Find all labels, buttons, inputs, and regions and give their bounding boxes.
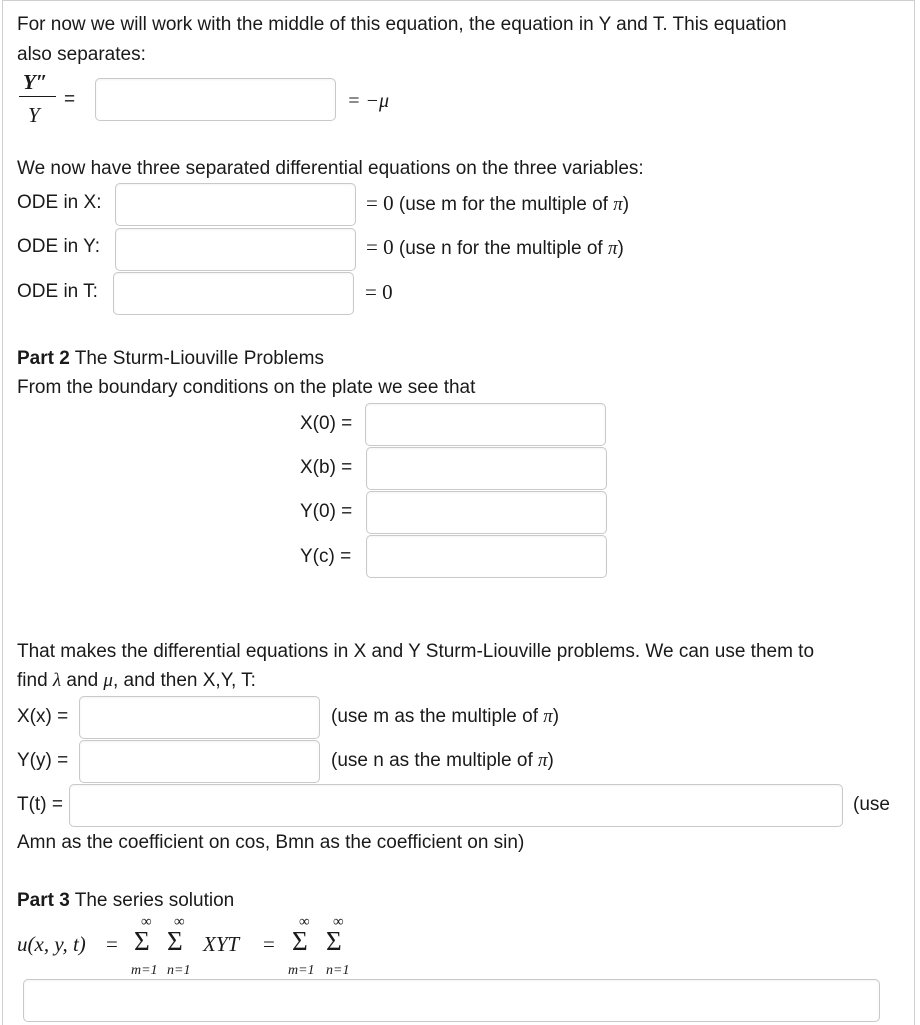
bc-yc-label: Y(c) = <box>300 546 352 567</box>
x-solution-input[interactable] <box>79 696 320 739</box>
part2-title: The Sturm-Liouville Problems <box>69 348 324 369</box>
ode-y-input[interactable] <box>115 228 356 271</box>
ode-y-label: ODE in Y: <box>17 236 101 257</box>
series-equals-2: = <box>263 932 275 956</box>
ode-x-label: ODE in X: <box>17 192 102 213</box>
sum2-lower-m: m=1 <box>288 963 315 978</box>
sum2-upper-n: ∞ <box>333 914 344 930</box>
sum1-upper-n: ∞ <box>174 914 185 930</box>
sum1-lower-m: m=1 <box>131 963 158 978</box>
sum2-lower-n: n=1 <box>326 963 350 978</box>
t-solution-label: T(t) = <box>17 794 63 815</box>
bc-y0-label: Y(0) = <box>300 501 353 522</box>
part3-label: Part 3 <box>17 890 70 911</box>
series-solution-input[interactable] <box>23 979 880 1022</box>
part2-label: Part 2 <box>17 348 70 369</box>
y-solution-label: Y(y) = <box>17 750 69 771</box>
fraction-numerator: Y″ <box>23 70 48 94</box>
fraction-denominator: Y <box>28 103 40 127</box>
sl-paragraph-line-2: find λ and μ, and then X,Y, T: <box>17 670 256 691</box>
intro-line-2: also separates: <box>17 44 146 65</box>
bc-x0-input[interactable] <box>365 403 606 446</box>
t-solution-input[interactable] <box>69 784 843 827</box>
part2-intro: From the boundary conditions on the plate we see that <box>17 377 476 398</box>
t-solution-note-tail: (use <box>853 794 890 815</box>
equals-sign: = <box>64 89 76 110</box>
ode-y-note: = 0 (use n for the multiple of π) <box>366 235 624 259</box>
sum2-sigma-n: Σ <box>326 926 342 956</box>
sum1-sigma-n: Σ <box>167 926 183 956</box>
part3-title: The series solution <box>69 890 235 911</box>
ode-heading: We now have three separated differential equations on the three variables: <box>17 158 644 179</box>
bc-x0-label: X(0) = <box>300 413 353 434</box>
ode-x-input[interactable] <box>115 183 356 226</box>
sum1-lower-n: n=1 <box>167 963 191 978</box>
fraction-bar <box>19 96 56 97</box>
x-solution-note: (use m as the multiple of π) <box>331 706 560 727</box>
bc-xb-label: X(b) = <box>300 457 353 478</box>
y-solution-input[interactable] <box>79 740 320 783</box>
bc-yc-input[interactable] <box>366 535 607 578</box>
bc-y0-input[interactable] <box>366 491 607 534</box>
sum1-sigma-m: Σ <box>134 926 150 956</box>
t-solution-note-line-2: Amn as the coefficient on cos, Bmn as the coefficient on sin) <box>17 832 525 853</box>
ode-x-note: = 0 (use m for the multiple of π) <box>366 191 630 215</box>
ode-t-label: ODE in T: <box>17 281 98 302</box>
ode-t-input[interactable] <box>113 272 354 315</box>
series-xyt: XYT <box>203 932 240 956</box>
separation-answer-input[interactable] <box>95 78 336 121</box>
intro-line-1: For now we will work with the middle of this equation, the equation in Y and T. This equation <box>17 14 787 35</box>
series-lhs: u(x, y, t) <box>17 932 86 956</box>
sum2-upper-m: ∞ <box>299 914 310 930</box>
series-equals-1: = <box>106 932 118 956</box>
sum2-sigma-m: Σ <box>292 926 308 956</box>
y-solution-note: (use n as the multiple of π) <box>331 750 554 771</box>
part3-heading <box>17 889 234 913</box>
part2-heading <box>17 347 324 371</box>
x-solution-label: X(x) = <box>17 706 69 727</box>
ode-t-rhs: = 0 <box>365 280 393 304</box>
separation-rhs: = −μ <box>347 90 390 112</box>
sl-paragraph-line-1: That makes the differential equations in X and Y Sturm-Liouville problems. We can use them to <box>17 641 815 662</box>
sum1-upper-m: ∞ <box>141 914 152 930</box>
bc-xb-input[interactable] <box>366 447 607 490</box>
